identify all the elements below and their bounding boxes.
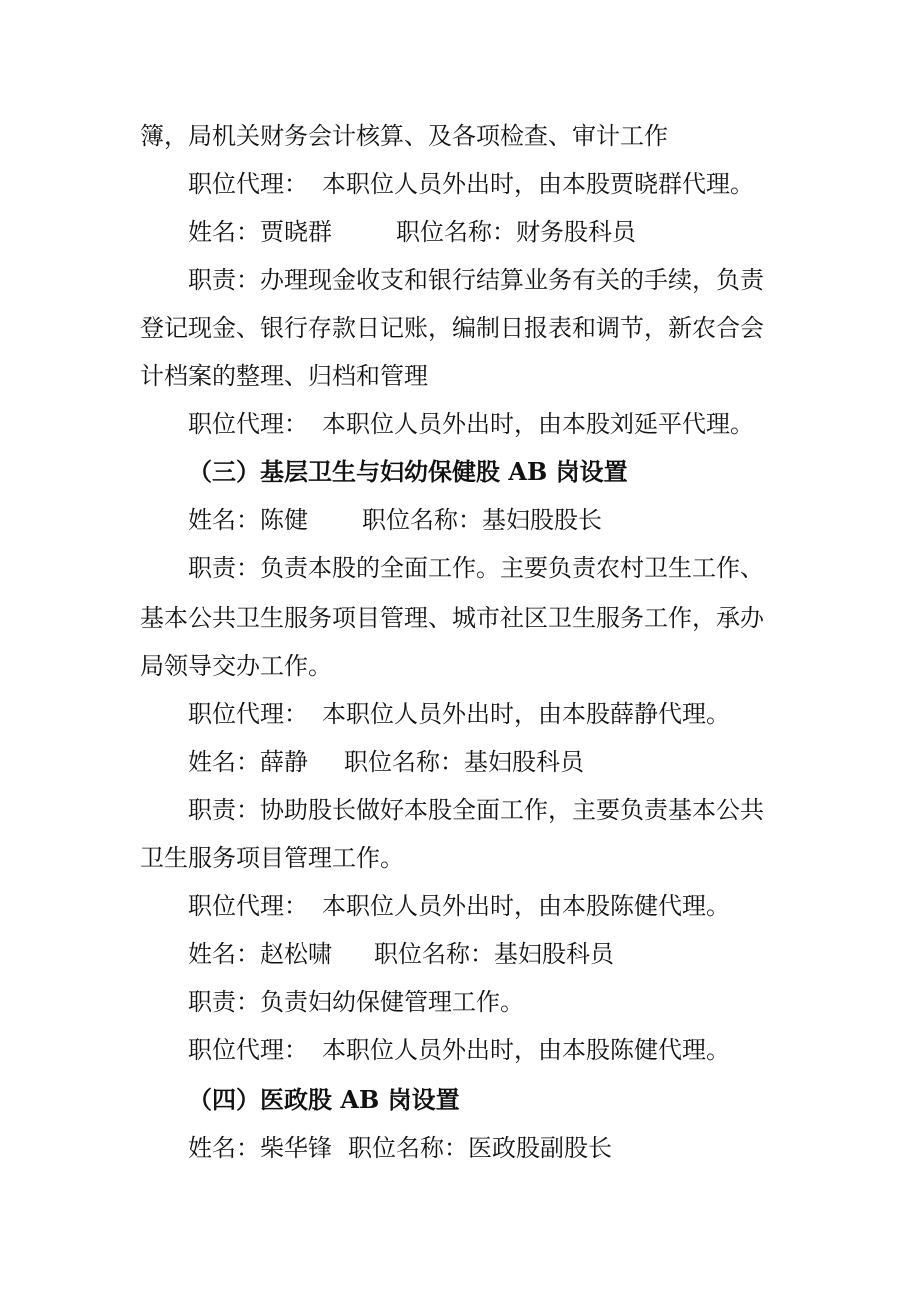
- proxy-line: [188, 882, 800, 930]
- position-title: 职位名称：基妇股科员: [344, 748, 584, 776]
- paragraph-line: 卫生服务项目管理工作。: [140, 844, 404, 872]
- proxy-label: 职位代理：: [188, 892, 308, 920]
- person-name: 姓名：贾晓群: [188, 218, 332, 246]
- proxy-text: 本职位人员外出时，由本股陈健代理。: [322, 1036, 730, 1064]
- name-line: [188, 496, 800, 544]
- person-name: 姓名：赵松啸: [188, 940, 332, 968]
- person-name: 姓名：柴华锋: [188, 1134, 332, 1162]
- position-title: 职位名称：基妇股股长: [362, 506, 602, 534]
- proxy-line: [188, 160, 800, 208]
- proxy-text: 本职位人员外出时，由本股陈健代理。: [322, 892, 730, 920]
- proxy-line: [188, 1026, 800, 1074]
- proxy-label: 职位代理：: [188, 700, 308, 728]
- section-heading: （四）医政股 AB 岗设置: [188, 1085, 460, 1114]
- name-line: [188, 1124, 800, 1172]
- duty-line: 职责：办理现金收支和银行结算业务有关的手续，负责: [188, 266, 764, 294]
- name-line: [188, 208, 800, 256]
- paragraph-line: 基本公共卫生服务项目管理、城市社区卫生服务工作，承办: [140, 604, 764, 632]
- section-heading: （三）基层卫生与妇幼保健股 AB 岗设置: [188, 457, 628, 486]
- duty-line: 职责：协助股长做好本股全面工作，主要负责基本公共: [188, 796, 764, 824]
- paragraph-line: 计档案的整理、归档和管理: [140, 362, 428, 390]
- proxy-line: [188, 400, 800, 448]
- position-title: 职位名称：财务股科员: [396, 218, 636, 246]
- paragraph-line: 登记现金、银行存款日记账，编制日报表和调节，新农合会: [140, 314, 764, 342]
- proxy-line: [188, 690, 800, 738]
- duty-line: 职责：负责本股的全面工作。主要负责农村卫生工作、: [188, 554, 764, 582]
- proxy-text: 本职位人员外出时，由本股贾晓群代理。: [322, 170, 754, 198]
- paragraph-line: 簿，局机关财务会计核算、及各项检查、审计工作: [140, 122, 668, 150]
- person-name: 姓名：陈健: [188, 506, 308, 534]
- proxy-label: 职位代理：: [188, 1036, 308, 1064]
- position-title: 职位名称：医政股副股长: [348, 1134, 612, 1162]
- proxy-text: 本职位人员外出时，由本股刘延平代理。: [322, 410, 754, 438]
- proxy-label: 职位代理：: [188, 410, 308, 438]
- name-line: [188, 930, 800, 978]
- position-title: 职位名称：基妇股科员: [374, 940, 614, 968]
- paragraph-line: 局领导交办工作。: [140, 652, 332, 680]
- person-name: 姓名：薛静: [188, 748, 308, 776]
- proxy-label: 职位代理：: [188, 170, 308, 198]
- proxy-text: 本职位人员外出时，由本股薛静代理。: [322, 700, 730, 728]
- duty-line: 职责：负责妇幼保健管理工作。: [188, 988, 524, 1016]
- name-line: [188, 738, 800, 786]
